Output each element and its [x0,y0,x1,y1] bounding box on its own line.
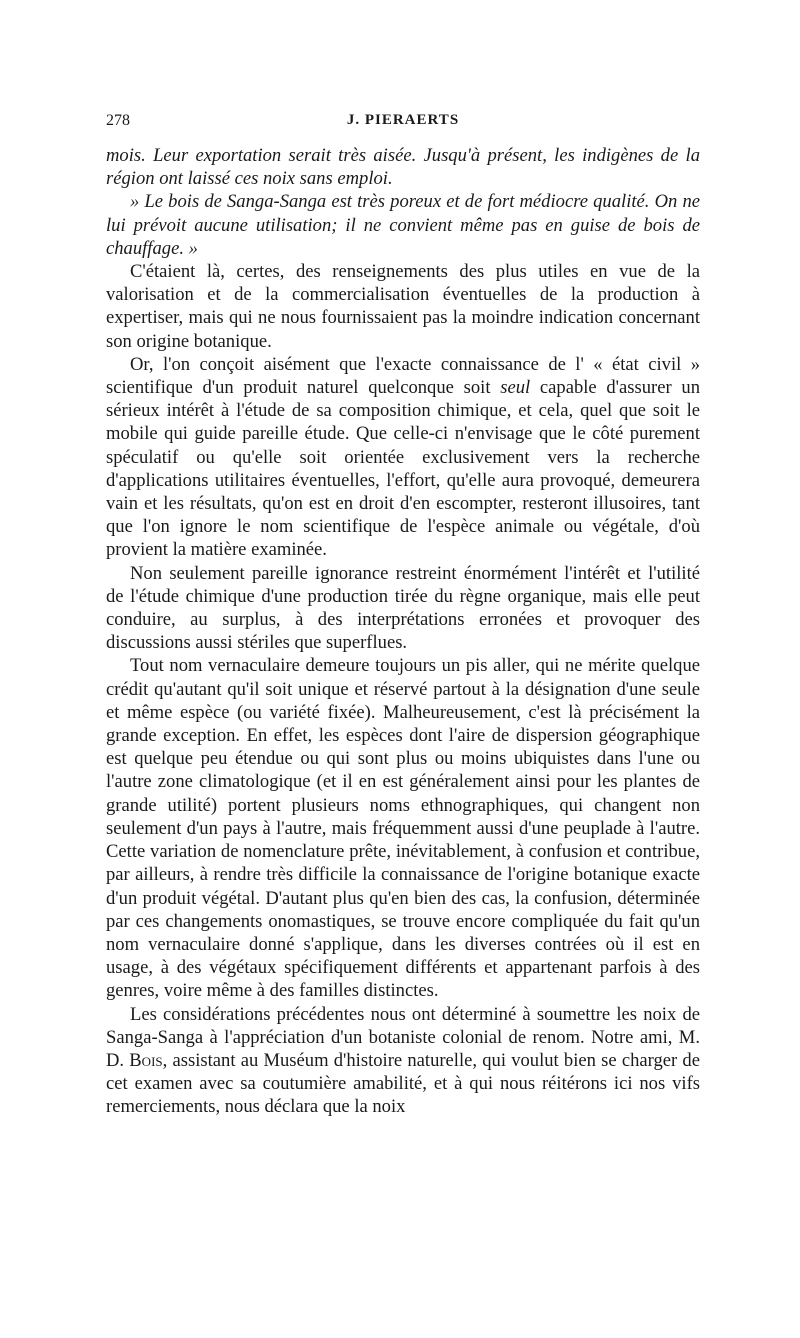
italic-text: seul [500,377,531,399]
paragraph [106,353,700,562]
paragraph [106,144,700,190]
body-text [106,144,700,1119]
text-run: capable d'assurer un sérieux intérêt à l'étude de sa composition chimique, et cela, quel que soit le mobile qui guide pareille étude. Que celle-ci n'envisage que le côté purement spéculatif ou qu'elle soit orientée exclusivement vers la recherche d'applications utilitaires éventuelles, l'effort, qu'elle aura provoqué, demeurera vain et les résultats, qu'on est en droit d'en escompter, resteront illusoires, tant que l'on ignore le nom scientifique de l'espèce animale ou végétale, d'où provient la matière examinée. [106,377,701,561]
text-run: , assistant au Muséum d'histoire naturelle, qui voulut bien se charger de cet examen avec sa coutumière amabilité, et à qui nous réitérons ici nos vifs remerciements, nous déclara que la noix [106,1049,700,1118]
paragraph [106,562,700,655]
text-run: mois. Leur exportation serait très aisée. Jusqu'à présent, les indigènes de la région ont laissé ces noix sans emploi. [106,145,700,190]
text-run: Non seulement pareille ignorance restreint énormément l'intérêt et l'utilité de l'étude chimique d'une production tirée du règne organique, mais elle peut conduire, au surplus, à des interprétations erronées et provoquer des discussions aussi stériles que superflues. [106,562,700,654]
paragraph [106,260,700,353]
paragraph [106,1003,700,1119]
text-run: Tout nom vernaculaire demeure toujours un pis aller, qui ne mérite quelque crédit qu'autant qu'il soit unique et réservé partout à la désignation d'une seule et même espèce (ou variété fixée). Malheureusement, c'est là précisément la grande exception. En effet, les espèces dont l'aire de dispersion géographique est quelque peu étendue ou qui sont plus ou moins ubiquistes dans l'une ou l'autre zone climatologique (et il en est généralement ainsi pour les plantes de grande utilité) portent plusieurs noms ethnographiques, qui changent non seulement d'un pays à l'autre, mais fréquemment aussi d'une peuplade à l'autre. Cette variation de nomenclature prête, inévitablement, à confusion et contribue, par ailleurs, à rendre très difficile la connaissance de l'origine botanique exacte d'un produit végétal. D'autant plus qu'en bien des cas, la confusion, déterminée par ces changements onomastiques, se trouve encore compliquée du fait qu'un nom vernaculaire donné s'applique, dans les diverses contrées où il est en usage, à des végétaux spécifiquement différents et appartenant parfois à des genres, voire même à des familles distinctes. [106,655,700,1002]
small-caps-name: Bois [129,1049,163,1071]
text-run: C'étaient là, certes, des renseignements des plus utiles en vue de la valorisation et de la commercialisation éventuelles de la production à expertiser, mais qui ne nous fournissaient pas la moindre indication concernant son origine botanique. [106,261,700,352]
running-head [106,112,700,138]
text-run: Or, l'on conçoit aisément que l'exacte connaissance de l' « état civil » scientifique d'un produit naturel quelconque soit [106,353,700,399]
page [106,112,700,1119]
paragraph [106,190,700,260]
running-head-author: J. PIERAERTS [346,112,460,128]
page-number: 278 [106,112,130,129]
text-run: » Le bois de Sanga-Sanga est très poreux et de fort médiocre qualité. On ne lui prévoit aucune utilisation; il ne convient même pas en guise de bois de chauffage. » [106,191,700,259]
paragraph [106,654,700,1002]
text-run: Les considérations précédentes nous ont déterminé à soumettre les noix de Sanga-Sanga à l'appréciation d'un botaniste colonial de renom. Notre ami, M. D. [106,1003,700,1071]
